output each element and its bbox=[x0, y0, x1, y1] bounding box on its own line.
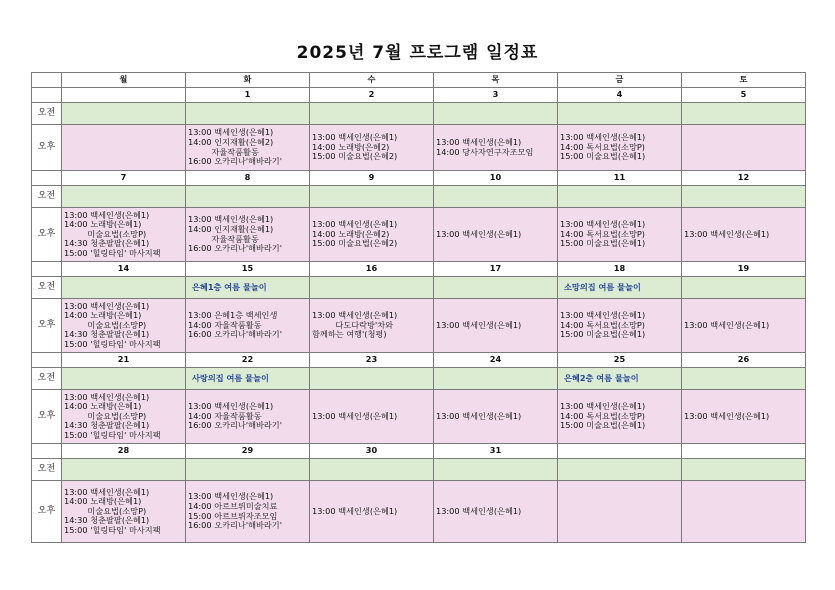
program-entry: 15:00 미술요법(은혜1) bbox=[560, 238, 646, 249]
pm-cell bbox=[682, 208, 806, 262]
program-entry: 자율작품활동 bbox=[188, 146, 259, 157]
program-entry: 14:00 인지재활(은혜2) bbox=[188, 136, 274, 147]
pm-cell bbox=[558, 125, 682, 171]
date-cell: 8 bbox=[186, 171, 310, 186]
pm-label: 오후 bbox=[32, 208, 62, 262]
program-entry: 13:00 백세인생(은혜1) bbox=[436, 505, 522, 516]
header-corner bbox=[32, 73, 62, 88]
program-entry: 13:00 백세인생(은혜1) bbox=[188, 214, 274, 225]
program-entry: 14:30 청춘팔팔(은혜1) bbox=[64, 238, 150, 249]
weekday-thu: 목 bbox=[434, 73, 558, 88]
pm-cell bbox=[434, 481, 558, 543]
program-entry: 15:00 미술요법(은혜1) bbox=[560, 420, 646, 431]
program-entry: 미술요법(소망P) bbox=[64, 410, 147, 421]
am-cell bbox=[310, 368, 434, 390]
date-cell: 7 bbox=[62, 171, 186, 186]
date-cell: 16 bbox=[310, 262, 434, 277]
am-cell bbox=[62, 103, 186, 125]
program-entry: 14:00 노래방(은혜1) bbox=[64, 496, 142, 507]
program-entry: 14:00 독서요법(소망P) bbox=[560, 228, 645, 239]
am-cell bbox=[682, 459, 806, 481]
date-row bbox=[32, 262, 806, 277]
date-cell: 18 bbox=[558, 262, 682, 277]
program-entry: 14:00 독서요법(소망P) bbox=[560, 410, 645, 421]
pm-cell bbox=[558, 481, 682, 543]
date-cell: 24 bbox=[434, 353, 558, 368]
schedule-table bbox=[31, 72, 806, 543]
program-entry: 14:00 독서요법(소망P) bbox=[560, 141, 645, 152]
date-row-label bbox=[32, 262, 62, 277]
program-entry: 16:00 오카리나'해바라기' bbox=[188, 243, 282, 254]
program-entry: 14:00 당사자연구자조모임 bbox=[436, 146, 534, 157]
program-entry: 13:00 백세인생(은혜1) bbox=[64, 391, 150, 402]
am-cell bbox=[62, 459, 186, 481]
pm-cell bbox=[186, 390, 310, 444]
am-cell bbox=[558, 103, 682, 125]
date-row-label bbox=[32, 353, 62, 368]
pm-cell bbox=[186, 481, 310, 543]
pm-cell bbox=[310, 299, 434, 353]
pm-cell bbox=[434, 299, 558, 353]
am-row bbox=[32, 103, 806, 125]
program-entry: 자율작품활동 bbox=[188, 233, 259, 244]
pm-row bbox=[32, 481, 806, 543]
am-label: 오전 bbox=[32, 103, 62, 125]
weekday-fri: 금 bbox=[558, 73, 682, 88]
date-cell: 11 bbox=[558, 171, 682, 186]
program-entry: 14:30 청춘팔팔(은혜1) bbox=[64, 420, 150, 431]
date-row bbox=[32, 353, 806, 368]
date-cell: 3 bbox=[434, 88, 558, 103]
date-row bbox=[32, 88, 806, 103]
am-cell: 은혜1층 여름 물놀이 bbox=[186, 277, 310, 299]
pm-cell bbox=[682, 481, 806, 543]
program-entry: 13:00 백세인생(은혜1) bbox=[560, 132, 646, 143]
program-entry: 15:00 미술요법(은혜1) bbox=[560, 151, 646, 162]
pm-cell bbox=[310, 481, 434, 543]
am-cell bbox=[682, 186, 806, 208]
program-entry: 13:00 은혜1층 백세인생 bbox=[188, 310, 278, 321]
program-entry: 14:00 자율작품활동 bbox=[188, 319, 262, 330]
program-entry: 13:00 백세인생(은혜1) bbox=[64, 300, 150, 311]
pm-cell bbox=[682, 125, 806, 171]
program-entry: 16:00 오카리나'해바라기' bbox=[188, 329, 282, 340]
program-entry: 14:00 아르브뤼미술치료 bbox=[188, 500, 278, 511]
pm-label: 오후 bbox=[32, 125, 62, 171]
am-label: 오전 bbox=[32, 277, 62, 299]
am-cell bbox=[682, 103, 806, 125]
pm-cell bbox=[62, 125, 186, 171]
date-cell: 22 bbox=[186, 353, 310, 368]
date-cell: 17 bbox=[434, 262, 558, 277]
date-cell: 12 bbox=[682, 171, 806, 186]
pm-label: 오후 bbox=[32, 481, 62, 543]
pm-cell bbox=[62, 481, 186, 543]
program-entry: 16:00 오카리나'해바라기' bbox=[188, 420, 282, 431]
am-cell bbox=[186, 103, 310, 125]
date-cell: 9 bbox=[310, 171, 434, 186]
am-cell bbox=[62, 186, 186, 208]
date-cell: 14 bbox=[62, 262, 186, 277]
am-cell: 사랑의집 여름 물놀이 bbox=[186, 368, 310, 390]
pm-row bbox=[32, 299, 806, 353]
am-cell bbox=[434, 459, 558, 481]
am-cell bbox=[558, 186, 682, 208]
pm-cell bbox=[186, 299, 310, 353]
date-cell: 28 bbox=[62, 444, 186, 459]
program-entry: 13:00 백세인생(은혜1) bbox=[188, 491, 274, 502]
pm-cell bbox=[310, 390, 434, 444]
program-entry: 15:00 미술요법(은혜2) bbox=[312, 151, 398, 162]
program-entry: 16:00 오카리나'해바라기' bbox=[188, 156, 282, 167]
program-entry: 13:00 백세인생(은혜1) bbox=[312, 219, 398, 230]
pm-label: 오후 bbox=[32, 390, 62, 444]
program-entry: 15:00 미술요법(은혜2) bbox=[312, 238, 398, 249]
program-entry: 16:00 오카리나'해바라기' bbox=[188, 520, 282, 531]
weekday-sat: 토 bbox=[682, 73, 806, 88]
program-entry: 14:00 자율작품활동 bbox=[188, 410, 262, 421]
program-entry: 14:00 노래방(은혜1) bbox=[64, 401, 142, 412]
pm-cell bbox=[558, 299, 682, 353]
program-entry: 15:00 '힐링타임' 마사지팩 bbox=[64, 247, 161, 258]
am-cell bbox=[310, 103, 434, 125]
pm-cell bbox=[62, 299, 186, 353]
pm-cell bbox=[558, 208, 682, 262]
am-row bbox=[32, 277, 806, 299]
program-entry: 14:30 청춘팔팔(은혜1) bbox=[64, 515, 150, 526]
am-label: 오전 bbox=[32, 186, 62, 208]
am-cell: 은혜2층 여름 물놀이 bbox=[558, 368, 682, 390]
schedule-body bbox=[32, 73, 806, 543]
weekday-header-row bbox=[32, 73, 806, 88]
program-entry: 13:00 백세인생(은혜1) bbox=[188, 127, 274, 138]
program-entry: 13:00 백세인생(은혜1) bbox=[560, 310, 646, 321]
am-cell bbox=[310, 186, 434, 208]
date-cell bbox=[558, 444, 682, 459]
program-entry: 13:00 백세인생(은혜1) bbox=[312, 132, 398, 143]
date-cell: 23 bbox=[310, 353, 434, 368]
date-cell bbox=[682, 444, 806, 459]
program-entry: 15:00 '힐링타임' 마사지팩 bbox=[64, 524, 161, 535]
pm-cell bbox=[62, 208, 186, 262]
am-cell bbox=[682, 277, 806, 299]
program-entry: 13:00 백세인생(은혜1) bbox=[684, 410, 770, 421]
page-title: 2025년 7월 프로그램 일정표 bbox=[296, 43, 539, 63]
pm-row bbox=[32, 125, 806, 171]
weekday-wed: 수 bbox=[310, 73, 434, 88]
program-entry: 미술요법(소망P) bbox=[64, 319, 147, 330]
date-row bbox=[32, 444, 806, 459]
date-cell: 29 bbox=[186, 444, 310, 459]
am-cell bbox=[310, 277, 434, 299]
program-entry: 15:00 '힐링타임' 마사지팩 bbox=[64, 429, 161, 440]
weekday-mon: 월 bbox=[62, 73, 186, 88]
program-entry: 13:00 백세인생(은혜1) bbox=[64, 486, 150, 497]
date-row-label bbox=[32, 171, 62, 186]
date-cell: 5 bbox=[682, 88, 806, 103]
pm-cell bbox=[434, 208, 558, 262]
am-cell bbox=[186, 459, 310, 481]
am-cell bbox=[186, 186, 310, 208]
program-entry: 13:00 백세인생(은혜1) bbox=[560, 401, 646, 412]
program-entry: 15:00 '힐링타임' 마사지팩 bbox=[64, 338, 161, 349]
program-entry: 함께하는 여행'(청평) bbox=[312, 329, 387, 340]
am-row bbox=[32, 459, 806, 481]
pm-cell bbox=[186, 208, 310, 262]
program-entry: 14:00 노래방(은혜1) bbox=[64, 219, 142, 230]
program-entry: 14:00 노래방(은혜2) bbox=[312, 228, 390, 239]
pm-cell bbox=[310, 125, 434, 171]
am-cell bbox=[310, 459, 434, 481]
date-cell bbox=[62, 88, 186, 103]
pm-cell bbox=[434, 390, 558, 444]
date-cell: 10 bbox=[434, 171, 558, 186]
date-cell: 31 bbox=[434, 444, 558, 459]
am-cell: 소망의집 여름 물놀이 bbox=[558, 277, 682, 299]
program-entry: 다도다락방'차와 bbox=[312, 319, 394, 330]
am-label: 오전 bbox=[32, 459, 62, 481]
am-cell bbox=[62, 277, 186, 299]
program-entry: 13:00 백세인생(은혜1) bbox=[560, 219, 646, 230]
program-entry: 15:00 아르브뤼자조모임 bbox=[188, 510, 278, 521]
am-cell bbox=[434, 368, 558, 390]
pm-cell bbox=[682, 299, 806, 353]
program-entry: 13:00 백세인생(은혜1) bbox=[684, 319, 770, 330]
program-entry: 13:00 백세인생(은혜1) bbox=[312, 505, 398, 516]
program-entry: 14:00 인지재활(은혜1) bbox=[188, 223, 274, 234]
pm-label: 오후 bbox=[32, 299, 62, 353]
date-cell: 26 bbox=[682, 353, 806, 368]
am-cell bbox=[558, 459, 682, 481]
date-row-label bbox=[32, 444, 62, 459]
program-entry: 미술요법(소망P) bbox=[64, 505, 147, 516]
program-entry: 13:00 백세인생(은혜1) bbox=[684, 228, 770, 239]
program-entry: 13:00 백세인생(은혜1) bbox=[436, 410, 522, 421]
pm-row bbox=[32, 208, 806, 262]
date-cell: 4 bbox=[558, 88, 682, 103]
date-cell: 30 bbox=[310, 444, 434, 459]
am-row bbox=[32, 186, 806, 208]
program-entry: 13:00 백세인생(은혜1) bbox=[188, 401, 274, 412]
am-cell bbox=[434, 103, 558, 125]
program-entry: 14:00 노래방(은혜1) bbox=[64, 310, 142, 321]
date-cell: 1 bbox=[186, 88, 310, 103]
program-entry: 14:30 청춘팔팔(은혜1) bbox=[64, 329, 150, 340]
pm-cell bbox=[682, 390, 806, 444]
am-row bbox=[32, 368, 806, 390]
program-entry: 15:00 미술요법(은혜1) bbox=[560, 329, 646, 340]
pm-cell bbox=[558, 390, 682, 444]
program-entry: 미술요법(소망P) bbox=[64, 228, 147, 239]
program-entry: 13:00 백세인생(은혜1) bbox=[436, 319, 522, 330]
am-cell bbox=[682, 368, 806, 390]
program-entry: 13:00 백세인생(은혜1) bbox=[436, 136, 522, 147]
program-entry: 13:00 백세인생(은혜1) bbox=[312, 310, 398, 321]
pm-row bbox=[32, 390, 806, 444]
date-cell: 21 bbox=[62, 353, 186, 368]
am-cell bbox=[434, 277, 558, 299]
pm-cell bbox=[310, 208, 434, 262]
am-label: 오전 bbox=[32, 368, 62, 390]
program-entry: 13:00 백세인생(은혜1) bbox=[436, 228, 522, 239]
date-row bbox=[32, 171, 806, 186]
program-entry: 13:00 백세인생(은혜1) bbox=[312, 410, 398, 421]
program-entry: 14:00 노래방(은혜2) bbox=[312, 141, 390, 152]
weekday-tue: 화 bbox=[186, 73, 310, 88]
am-cell bbox=[434, 186, 558, 208]
pm-cell bbox=[186, 125, 310, 171]
am-cell bbox=[62, 368, 186, 390]
program-entry: 14:00 독서요법(소망P) bbox=[560, 319, 645, 330]
date-cell: 19 bbox=[682, 262, 806, 277]
date-row-label bbox=[32, 88, 62, 103]
program-entry: 13:00 백세인생(은혜1) bbox=[64, 209, 150, 220]
date-cell: 15 bbox=[186, 262, 310, 277]
date-cell: 2 bbox=[310, 88, 434, 103]
pm-cell bbox=[434, 125, 558, 171]
pm-cell bbox=[62, 390, 186, 444]
date-cell: 25 bbox=[558, 353, 682, 368]
